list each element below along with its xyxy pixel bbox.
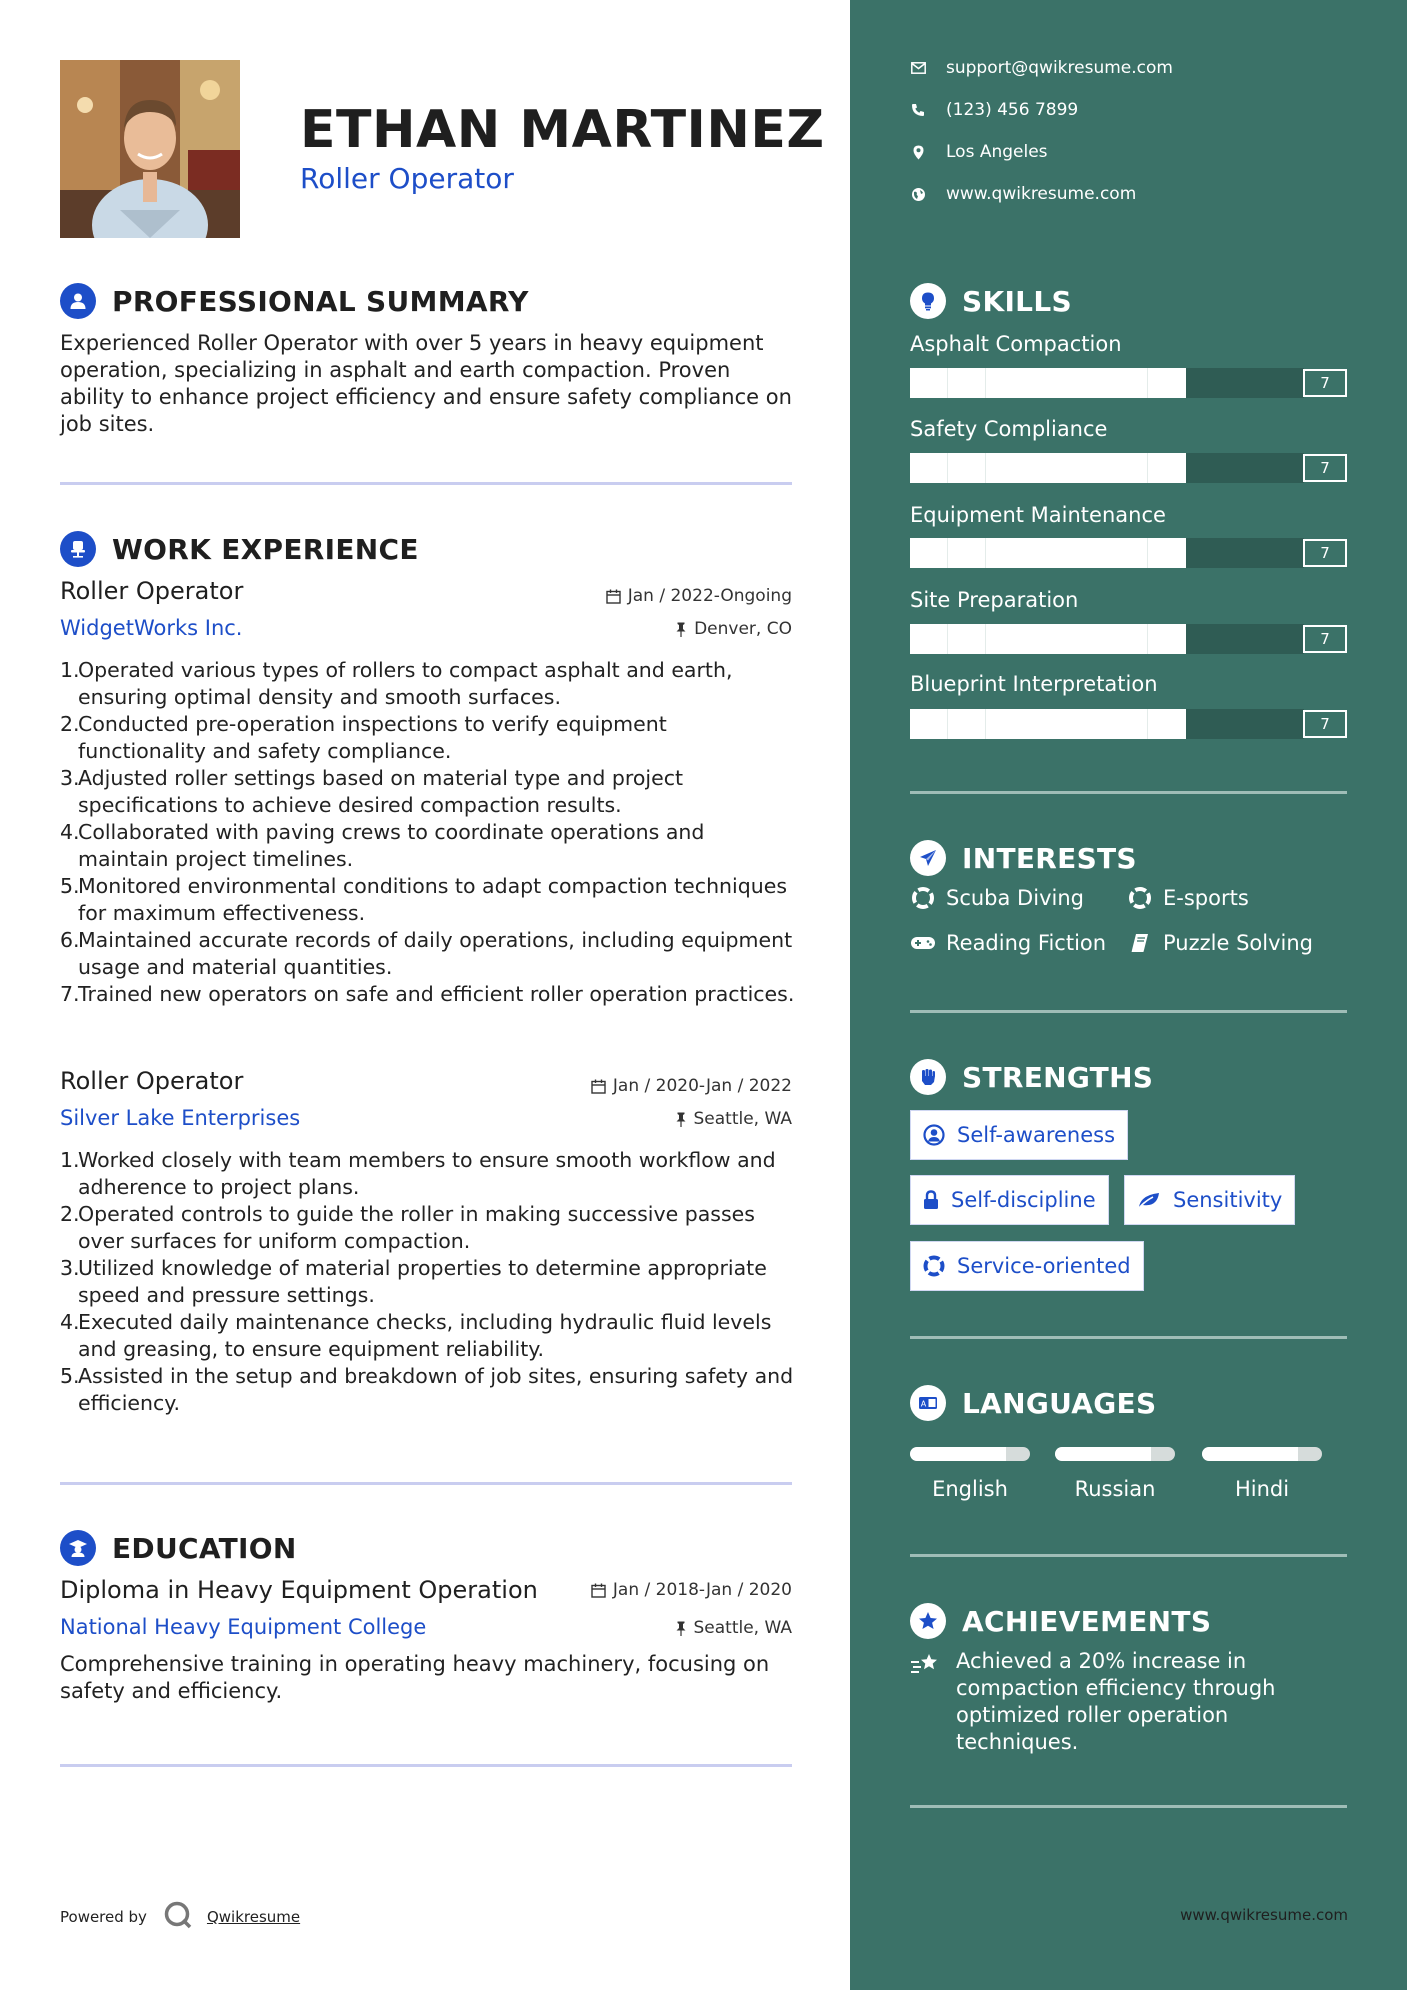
education-date-text: Jan / 2018-Jan / 2020 bbox=[612, 1580, 792, 1600]
office-chair-icon bbox=[60, 531, 96, 567]
strength-label: Service-oriented bbox=[957, 1254, 1131, 1278]
job-location bbox=[675, 619, 792, 639]
skill-bar-fill bbox=[910, 538, 1186, 568]
pushpin-icon bbox=[675, 1112, 687, 1127]
strength-tag bbox=[910, 1175, 1109, 1225]
skills-title: SKILLS bbox=[962, 284, 1072, 318]
language-level-fill bbox=[910, 1447, 1006, 1461]
gamepad-icon bbox=[910, 935, 936, 951]
svg-text:A: A bbox=[920, 1399, 927, 1409]
interest-label: Puzzle Solving bbox=[1163, 931, 1313, 955]
skill-name: Equipment Maintenance bbox=[910, 503, 1166, 527]
powered-by bbox=[60, 1900, 300, 1934]
interest-item bbox=[1127, 886, 1249, 910]
interest-item bbox=[910, 931, 1106, 955]
shooting-star-icon bbox=[910, 1648, 940, 1756]
skill-bar bbox=[910, 624, 1347, 654]
education-location bbox=[675, 1618, 793, 1638]
lifebuoy-icon bbox=[1127, 887, 1153, 909]
list-item: 7. Trained new operators on safe and efficient roller operation practices. bbox=[60, 982, 795, 1006]
contact-website[interactable] bbox=[910, 184, 1136, 204]
strength-tag bbox=[910, 1110, 1128, 1160]
summary-title: PROFESSIONAL SUMMARY bbox=[112, 284, 529, 318]
skills-heading bbox=[910, 283, 1072, 319]
sidebar bbox=[850, 0, 1407, 1990]
interests-heading bbox=[910, 840, 1137, 876]
job-bullets bbox=[60, 1147, 795, 1417]
candidate-role: Roller Operator bbox=[300, 162, 514, 195]
job-date-text: Jan / 2020-Jan / 2022 bbox=[612, 1076, 792, 1096]
strength-tag bbox=[1124, 1175, 1295, 1225]
skill-name: Safety Compliance bbox=[910, 417, 1108, 441]
paper-plane-icon bbox=[910, 840, 946, 876]
map-pin-icon bbox=[910, 145, 926, 160]
skill-bar-fill bbox=[910, 709, 1186, 739]
pushpin-icon bbox=[675, 1621, 687, 1636]
contact-location bbox=[910, 142, 1048, 162]
education-title: EDUCATION bbox=[112, 1531, 297, 1565]
profile-photo bbox=[60, 60, 240, 238]
powered-label: Powered by bbox=[60, 1908, 147, 1926]
interest-label: Reading Fiction bbox=[946, 931, 1107, 955]
interest-label: E-sports bbox=[1163, 886, 1249, 910]
section-divider bbox=[910, 1805, 1347, 1808]
skill-bar-fill bbox=[910, 453, 1186, 483]
list-item: 6. Maintained accurate records of daily operations, including equipment usage and material quantities. bbox=[60, 928, 793, 979]
skill-bar-fill bbox=[910, 624, 1186, 654]
skill-level-box: 7 bbox=[1303, 710, 1347, 738]
list-item: 5. Assisted in the setup and breakdown of job sites, ensuring safety and efficiency. bbox=[60, 1364, 794, 1415]
education-heading bbox=[60, 1530, 297, 1566]
calendar-icon bbox=[606, 589, 621, 604]
job-location bbox=[675, 1109, 793, 1129]
list-item: 1. Operated various types of rollers to compact asphalt and earth, ensuring optimal density and smooth surfaces. bbox=[60, 658, 733, 709]
qwikresume-link[interactable]: Qwikresume bbox=[206, 1908, 301, 1926]
graduate-icon bbox=[60, 1530, 96, 1566]
section-divider bbox=[910, 1010, 1347, 1013]
strengths-heading bbox=[910, 1059, 1153, 1095]
job-bullets bbox=[60, 657, 795, 1008]
interests-title: INTERESTS bbox=[962, 841, 1137, 875]
email-text: support@qwikresume.com bbox=[946, 58, 1173, 78]
skill-level-box: 7 bbox=[1303, 625, 1347, 653]
phone-icon bbox=[910, 103, 926, 117]
degree-title: Diploma in Heavy Equipment Operation bbox=[60, 1576, 538, 1604]
candidate-name: ETHAN MARTINEZ bbox=[300, 100, 825, 160]
footer-website[interactable]: www.qwikresume.com bbox=[1180, 1906, 1348, 1924]
achievements-heading bbox=[910, 1603, 1211, 1639]
pushpin-icon bbox=[675, 622, 687, 637]
skill-level-box: 7 bbox=[1303, 369, 1347, 397]
job-company: Silver Lake Enterprises bbox=[60, 1106, 301, 1130]
job-date bbox=[606, 586, 792, 606]
list-item: 3. Adjusted roller settings based on material type and project specifications to achieve desired compaction results. bbox=[60, 766, 684, 817]
language-name: Hindi bbox=[1234, 1477, 1290, 1501]
skill-bar bbox=[910, 709, 1347, 739]
book-icon bbox=[1127, 933, 1153, 953]
contact-phone[interactable] bbox=[910, 100, 1078, 120]
job-location-text: Seattle, WA bbox=[693, 1109, 792, 1129]
strength-label: Self-awareness bbox=[957, 1123, 1116, 1147]
lock-icon bbox=[923, 1190, 939, 1210]
interest-item bbox=[910, 886, 1084, 910]
job-title: Roller Operator bbox=[60, 1067, 244, 1095]
interest-item bbox=[1127, 931, 1313, 955]
education-location-text: Seattle, WA bbox=[693, 1618, 792, 1638]
work-title: WORK EXPERIENCE bbox=[112, 532, 419, 566]
language-level-bar bbox=[1202, 1447, 1322, 1461]
qwikresume-logo-icon bbox=[163, 1900, 193, 1934]
list-item: 4. Executed daily maintenance checks, including hydraulic fluid levels and greasing, to ensure equipment reliability. bbox=[60, 1310, 772, 1361]
skill-bar bbox=[910, 368, 1347, 398]
languages-heading bbox=[910, 1385, 1156, 1421]
list-item: 3. Utilized knowledge of material properties to determine appropriate speed and pressure settings. bbox=[60, 1256, 767, 1307]
language-level-bar bbox=[1055, 1447, 1175, 1461]
section-divider bbox=[60, 1482, 792, 1485]
strengths-title: STRENGTHS bbox=[962, 1060, 1154, 1094]
section-divider bbox=[60, 482, 792, 485]
envelope-icon bbox=[910, 62, 926, 74]
contact-email[interactable] bbox=[910, 58, 1173, 78]
calendar-icon bbox=[591, 1079, 606, 1094]
language-name: English bbox=[932, 1477, 1008, 1501]
language-level-fill bbox=[1055, 1447, 1151, 1461]
section-divider bbox=[910, 1554, 1347, 1557]
list-item: 2. Operated controls to guide the roller in making successive passes over surfaces for uniform compaction. bbox=[60, 1202, 755, 1253]
skill-bar bbox=[910, 453, 1347, 483]
school-name: National Heavy Equipment College bbox=[60, 1615, 427, 1639]
strength-tag bbox=[910, 1241, 1144, 1291]
list-item: 1. Worked closely with team members to ensure smooth workflow and adherence to project plans. bbox=[60, 1148, 776, 1199]
skill-bar bbox=[910, 538, 1347, 568]
calendar-icon bbox=[591, 1583, 606, 1598]
lightbulb-icon bbox=[910, 283, 946, 319]
achievement-text: Achieved a 20% increase in compaction efficiency through optimized roller operation techniques. bbox=[956, 1649, 1276, 1754]
summary-heading bbox=[60, 283, 529, 319]
strength-label: Sensitivity bbox=[1173, 1188, 1283, 1212]
job-date bbox=[591, 1076, 792, 1096]
list-item: 2. Conducted pre-operation inspections to verify equipment functionality and safety compliance. bbox=[60, 712, 667, 763]
location-text: Los Angeles bbox=[946, 142, 1048, 162]
section-divider bbox=[60, 1764, 792, 1767]
raised-fist-icon bbox=[910, 1059, 946, 1095]
phone-text: (123) 456 7899 bbox=[946, 100, 1079, 120]
skill-level-box: 7 bbox=[1303, 454, 1347, 482]
skill-name: Asphalt Compaction bbox=[910, 332, 1122, 356]
language-level-bar bbox=[910, 1447, 1030, 1461]
language-level-fill bbox=[1202, 1447, 1298, 1461]
education-date bbox=[591, 1580, 792, 1600]
skill-name: Blueprint Interpretation bbox=[910, 672, 1158, 696]
lifebuoy-icon bbox=[923, 1255, 945, 1277]
list-item: 4. Collaborated with paving crews to coordinate operations and maintain project timelines. bbox=[60, 820, 705, 871]
section-divider bbox=[910, 1336, 1347, 1339]
globe-icon bbox=[910, 187, 926, 202]
work-heading bbox=[60, 531, 419, 567]
interest-label: Scuba Diving bbox=[946, 886, 1084, 910]
job-location-text: Denver, CO bbox=[694, 619, 792, 639]
language-name: Russian bbox=[1074, 1477, 1156, 1501]
skill-bar-fill bbox=[910, 368, 1186, 398]
strength-label: Self-discipline bbox=[951, 1188, 1096, 1212]
job-title: Roller Operator bbox=[60, 577, 244, 605]
languages-title: LANGUAGES bbox=[962, 1386, 1157, 1420]
job-company: WidgetWorks Inc. bbox=[60, 616, 243, 640]
user-circle-icon bbox=[923, 1124, 945, 1146]
list-item: 5. Monitored environmental conditions to adapt compaction techniques for maximum effectiveness. bbox=[60, 874, 788, 925]
job-date-text: Jan / 2022-Ongoing bbox=[627, 586, 792, 606]
lifebuoy-icon bbox=[910, 887, 936, 909]
summary-text: Experienced Roller Operator with over 5 years in heavy equipment operation, specializing in asphalt and earth compaction. Proven ability to enhance project efficiency and ensure safety compliance on job sites. bbox=[60, 331, 792, 436]
achievement-item bbox=[910, 1648, 1347, 1756]
website-text: www.qwikresume.com bbox=[946, 184, 1137, 204]
achievements-title: ACHIEVEMENTS bbox=[962, 1604, 1212, 1638]
skill-level-box: 7 bbox=[1303, 539, 1347, 567]
section-divider bbox=[910, 791, 1347, 794]
star-badge-icon bbox=[910, 1603, 946, 1639]
translate-icon bbox=[910, 1385, 946, 1421]
leaf-icon bbox=[1137, 1191, 1161, 1209]
user-icon bbox=[60, 283, 96, 319]
education-description: Comprehensive training in operating heavy machinery, focusing on safety and efficiency. bbox=[60, 1652, 770, 1703]
skill-name: Site Preparation bbox=[910, 588, 1079, 612]
